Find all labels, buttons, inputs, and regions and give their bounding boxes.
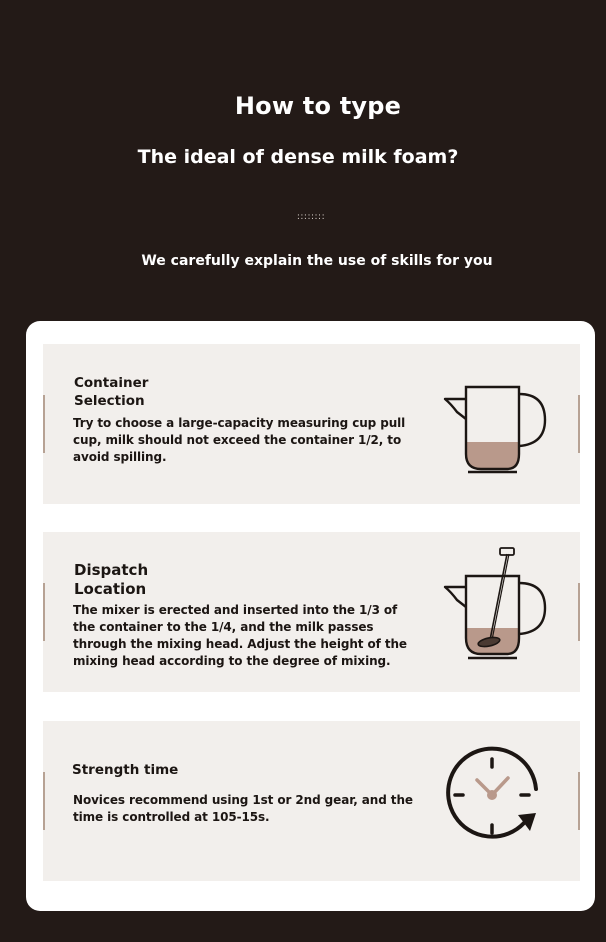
step-card-strength-time bbox=[43, 721, 580, 881]
step-description: Try to choose a large-capacity measuring cup pull cup, milk should not exceed the container 1/2, to avoid spilling. bbox=[73, 416, 406, 464]
step-card-container-selection bbox=[43, 344, 580, 504]
step-description: Novices recommend using 1st or 2nd gear, and the time is controlled at 105-15s. bbox=[73, 793, 413, 824]
step-title: Strength time bbox=[72, 762, 179, 778]
left-accent-bar bbox=[43, 583, 45, 641]
left-accent-bar bbox=[43, 395, 45, 453]
right-accent-bar bbox=[578, 583, 580, 641]
right-accent-bar bbox=[578, 395, 580, 453]
step-title: Dispatch Location bbox=[74, 561, 149, 598]
page-subtitle: The ideal of dense milk foam? bbox=[137, 146, 459, 168]
left-accent-bar bbox=[43, 772, 45, 830]
step-description: The mixer is erected and inserted into the 1/3 of the container to the 1/4, and the milk passes through the mixing head. Adjust the height of the mixing head according to the degree of mixing. bbox=[73, 603, 407, 668]
right-accent-bar bbox=[578, 772, 580, 830]
frother-in-cup-icon bbox=[441, 546, 551, 664]
measuring-cup-icon bbox=[441, 382, 551, 478]
step-title: Container Selection bbox=[74, 375, 149, 409]
clock-timer-icon bbox=[444, 745, 544, 845]
page-title: How to type bbox=[234, 92, 402, 120]
hero-header bbox=[0, 0, 606, 320]
step-card-dispatch-location bbox=[43, 532, 580, 692]
tagline: We carefully explain the use of skills for you bbox=[141, 253, 493, 269]
decorative-divider: :::::::: bbox=[296, 212, 326, 222]
